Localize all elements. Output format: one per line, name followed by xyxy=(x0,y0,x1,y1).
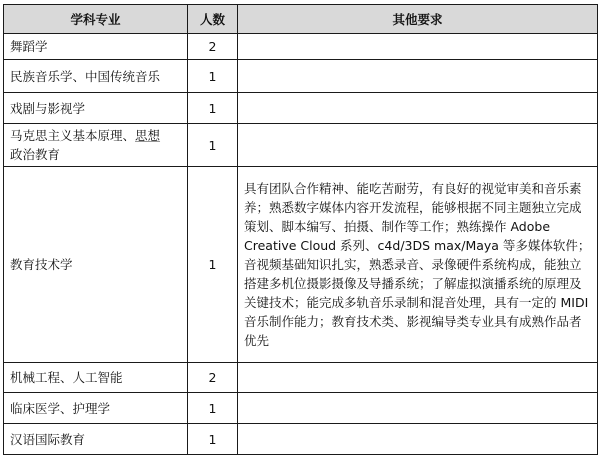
major-text-part3: 政治教育 xyxy=(10,147,61,162)
table-row xyxy=(4,60,598,93)
cell-major: 民族音乐学、中国传统音乐 xyxy=(4,60,188,93)
cell-major: 戏剧与影视学 xyxy=(4,93,188,124)
cell-count: 1 xyxy=(188,167,238,363)
cell-count: 1 xyxy=(188,124,238,167)
table-header-row xyxy=(4,5,598,34)
recruitment-table xyxy=(3,4,598,455)
table-row xyxy=(4,424,598,455)
cell-count: 2 xyxy=(188,363,238,393)
major-text-part2: 思想 xyxy=(135,128,161,143)
cell-major: 临床医学、护理学 xyxy=(4,393,188,424)
table-row xyxy=(4,167,598,363)
table-row xyxy=(4,93,598,124)
cell-major: 教育技术学 xyxy=(4,167,188,363)
table-row xyxy=(4,124,598,167)
cell-count: 1 xyxy=(188,60,238,93)
cell-requirements xyxy=(238,124,598,167)
table-row xyxy=(4,363,598,393)
header-requirements: 其他要求 xyxy=(238,5,598,34)
cell-requirements xyxy=(238,34,598,60)
header-count: 人数 xyxy=(188,5,238,34)
cell-major: 汉语国际教育 xyxy=(4,424,188,455)
cell-requirements xyxy=(238,363,598,393)
header-major: 学科专业 xyxy=(4,5,188,34)
cell-major: 舞蹈学 xyxy=(4,34,188,60)
major-text-part1: 马克思主义基本原理、 xyxy=(10,128,136,143)
cell-requirements xyxy=(238,424,598,455)
cell-count: 2 xyxy=(188,34,238,60)
cell-requirements xyxy=(238,60,598,93)
table-row xyxy=(4,393,598,424)
table-row xyxy=(4,34,598,60)
cell-requirements: 具有团队合作精神、能吃苦耐劳，有良好的视觉审美和音乐素养；熟悉数字媒体内容开发流程，能够根据不同主题独立完成策划、脚本编写、拍摄、制作等工作；熟练操作 Adobe Creative Cloud 系列、c4d/3DS max/Maya 等多媒体软件；音视频基础知识扎实，熟悉录音、录像硬件系统构成，能独立搭建多机位摄影摄像及导播系统；了解虚拟演播系统的原理及关键技术；能完成多轨音乐录制和混音处理，具有一定的 MIDI 音乐制作能力；教育技术类、影视编导类专业具有成熟作品者优先 xyxy=(238,167,598,363)
cell-count: 1 xyxy=(188,93,238,124)
recruitment-table-container xyxy=(3,4,598,455)
cell-count: 1 xyxy=(188,424,238,455)
cell-major xyxy=(4,124,188,167)
cell-requirements xyxy=(238,93,598,124)
cell-major: 机械工程、人工智能 xyxy=(4,363,188,393)
cell-count: 1 xyxy=(188,393,238,424)
cell-requirements xyxy=(238,393,598,424)
